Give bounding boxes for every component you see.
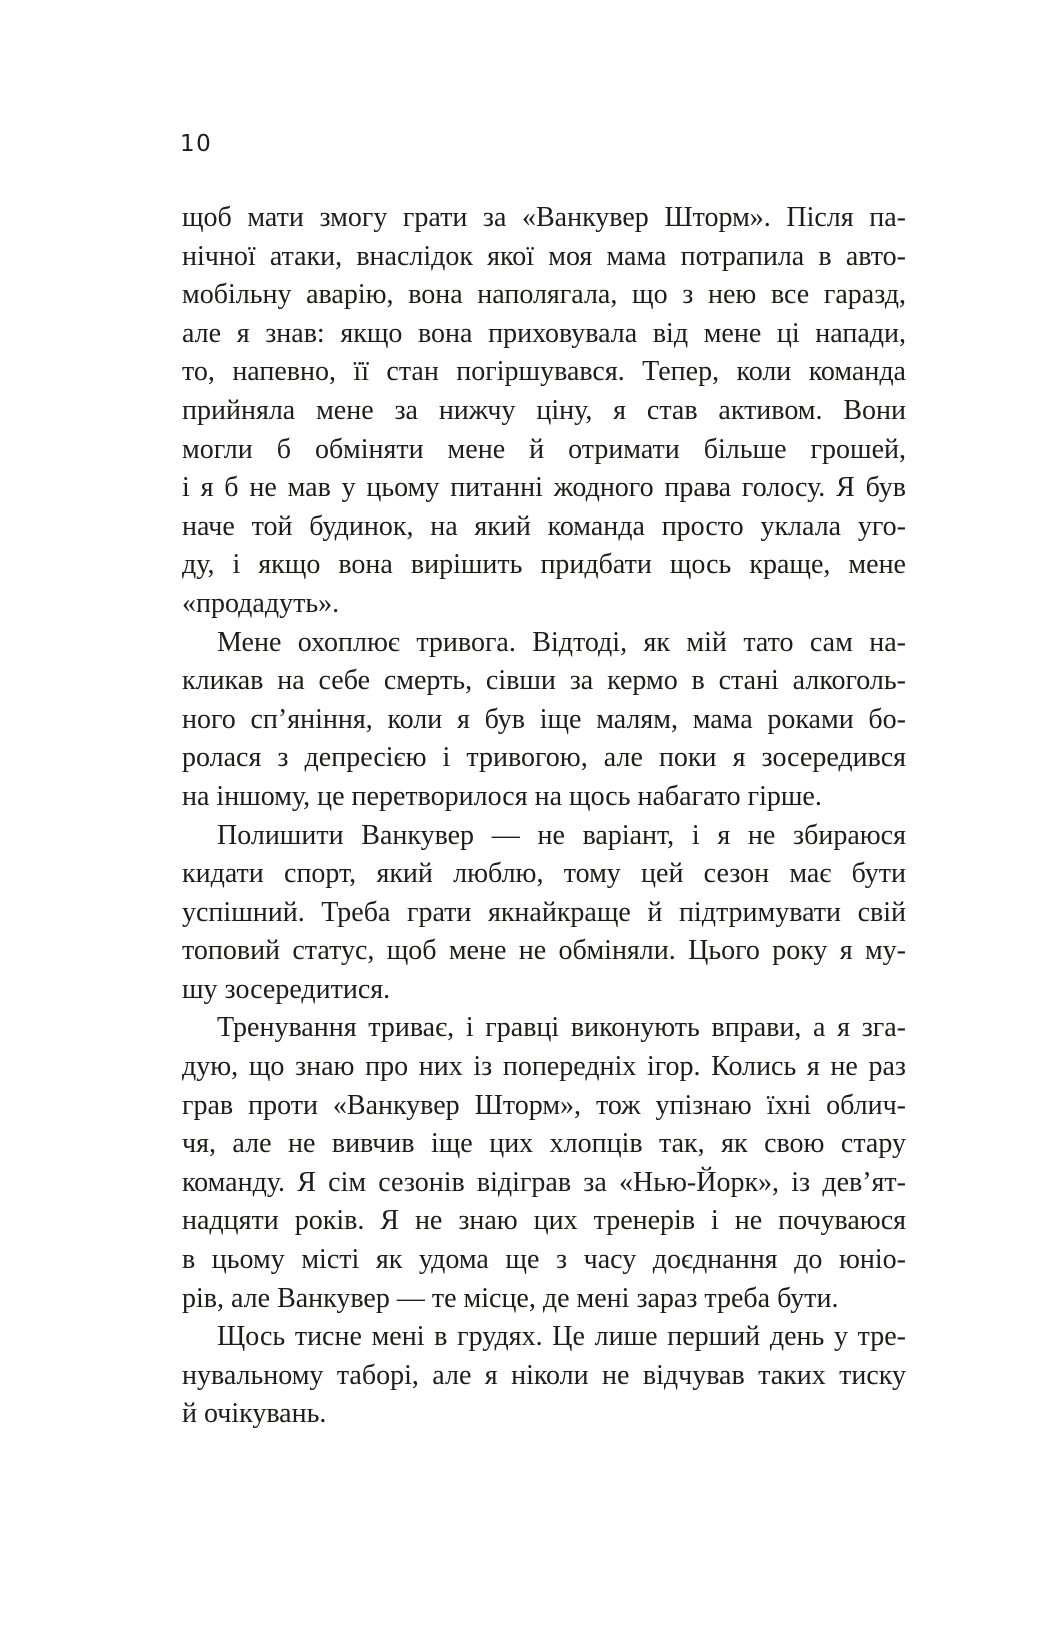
paragraph [182, 1009, 906, 1318]
body-text [182, 199, 906, 1434]
text-line: могли б обміняти мене й отримати більше грошей, [182, 433, 906, 465]
text-line: ролася з депресією і тривогою, але поки я зосередився [182, 742, 906, 774]
text-line: рів, але Ванкувер — те місце, де мені зараз треба бути. [182, 1282, 839, 1314]
text-line: надцяти років. Я не знаю цих тренерів і не почуваюся [182, 1205, 906, 1237]
text-line: кидати спорт, який люблю, тому цей сезон має бути [182, 858, 906, 890]
text-line: на іншому, це перетворилося на щось набагато гірше. [182, 780, 822, 812]
text-line: нувальному таборі, але я ніколи не відчував таких тиску [182, 1359, 906, 1391]
text-line: кликав на себе смерть, сівши за кермо в стані алкоголь- [182, 665, 906, 697]
text-line: «продадуть». [182, 587, 340, 619]
text-line: наче той будинок, на який команда просто уклала уго- [182, 510, 906, 542]
text-line: топовий статус, щоб мене не обміняли. Цього року я му- [182, 935, 906, 967]
text-line: команду. Я сім сезонів відіграв за «Нью-Йорк», із дев’ят- [182, 1166, 906, 1198]
paragraph [182, 817, 906, 1010]
text-line: успішний. Треба грати якнайкраще й підтримувати свій [182, 896, 906, 928]
text-line: і я б не мав у цьому питанні жодного права голосу. Я був [182, 472, 906, 504]
text-line: ного сп’яніння, коли я був іще малям, мама роками бо- [182, 703, 906, 735]
text-line: ду, і якщо вона вирішить придбати щось краще, мене [182, 549, 906, 581]
text-line: Полишити Ванкувер — не варіант, і я не збираюся [217, 819, 906, 851]
text-line: й очікувань. [182, 1398, 327, 1430]
text-line: нічної атаки, внаслідок якої моя мама потрапила в авто- [182, 240, 906, 272]
paragraph [182, 199, 906, 624]
text-line: шу зосередитися. [182, 973, 391, 1005]
text-line: щоб мати змогу грати за «Ванкувер Шторм». Після па- [182, 202, 906, 233]
text-line: Мене охоплює тривога. Відтоді, як мій тато сам на- [217, 626, 906, 658]
text-line: прийняла мене за нижчу ціну, я став активом. Вони [182, 394, 906, 426]
text-line: але я знав: якщо вона приховувала від мене ці напади, [182, 317, 906, 349]
text-line: Щось тисне мені в грудях. Це лише перший день у тре- [217, 1321, 906, 1353]
text-line: то, напевно, її стан погіршувався. Тепер, коли команда [182, 356, 906, 388]
text-line: чя, але не вивчив іще цих хлопців так, як свою стару [182, 1128, 906, 1160]
text-line: в цьому місті як удома ще з часу доєднання до юніо- [182, 1244, 906, 1276]
page-number: 10 [180, 131, 213, 157]
paragraph [182, 1318, 906, 1434]
text-line: Тренування триває, і гравці виконують вправи, а я зга- [217, 1012, 906, 1044]
paragraph [182, 624, 906, 817]
text-line: грав проти «Ванкувер Шторм», тож упізнаю їхні облич- [182, 1089, 906, 1121]
text-line: дую, що знаю про них із попередніх ігор. Колись я не раз [182, 1051, 906, 1083]
text-line: мобільну аварію, вона наполягала, що з нею все гаразд, [182, 279, 906, 311]
